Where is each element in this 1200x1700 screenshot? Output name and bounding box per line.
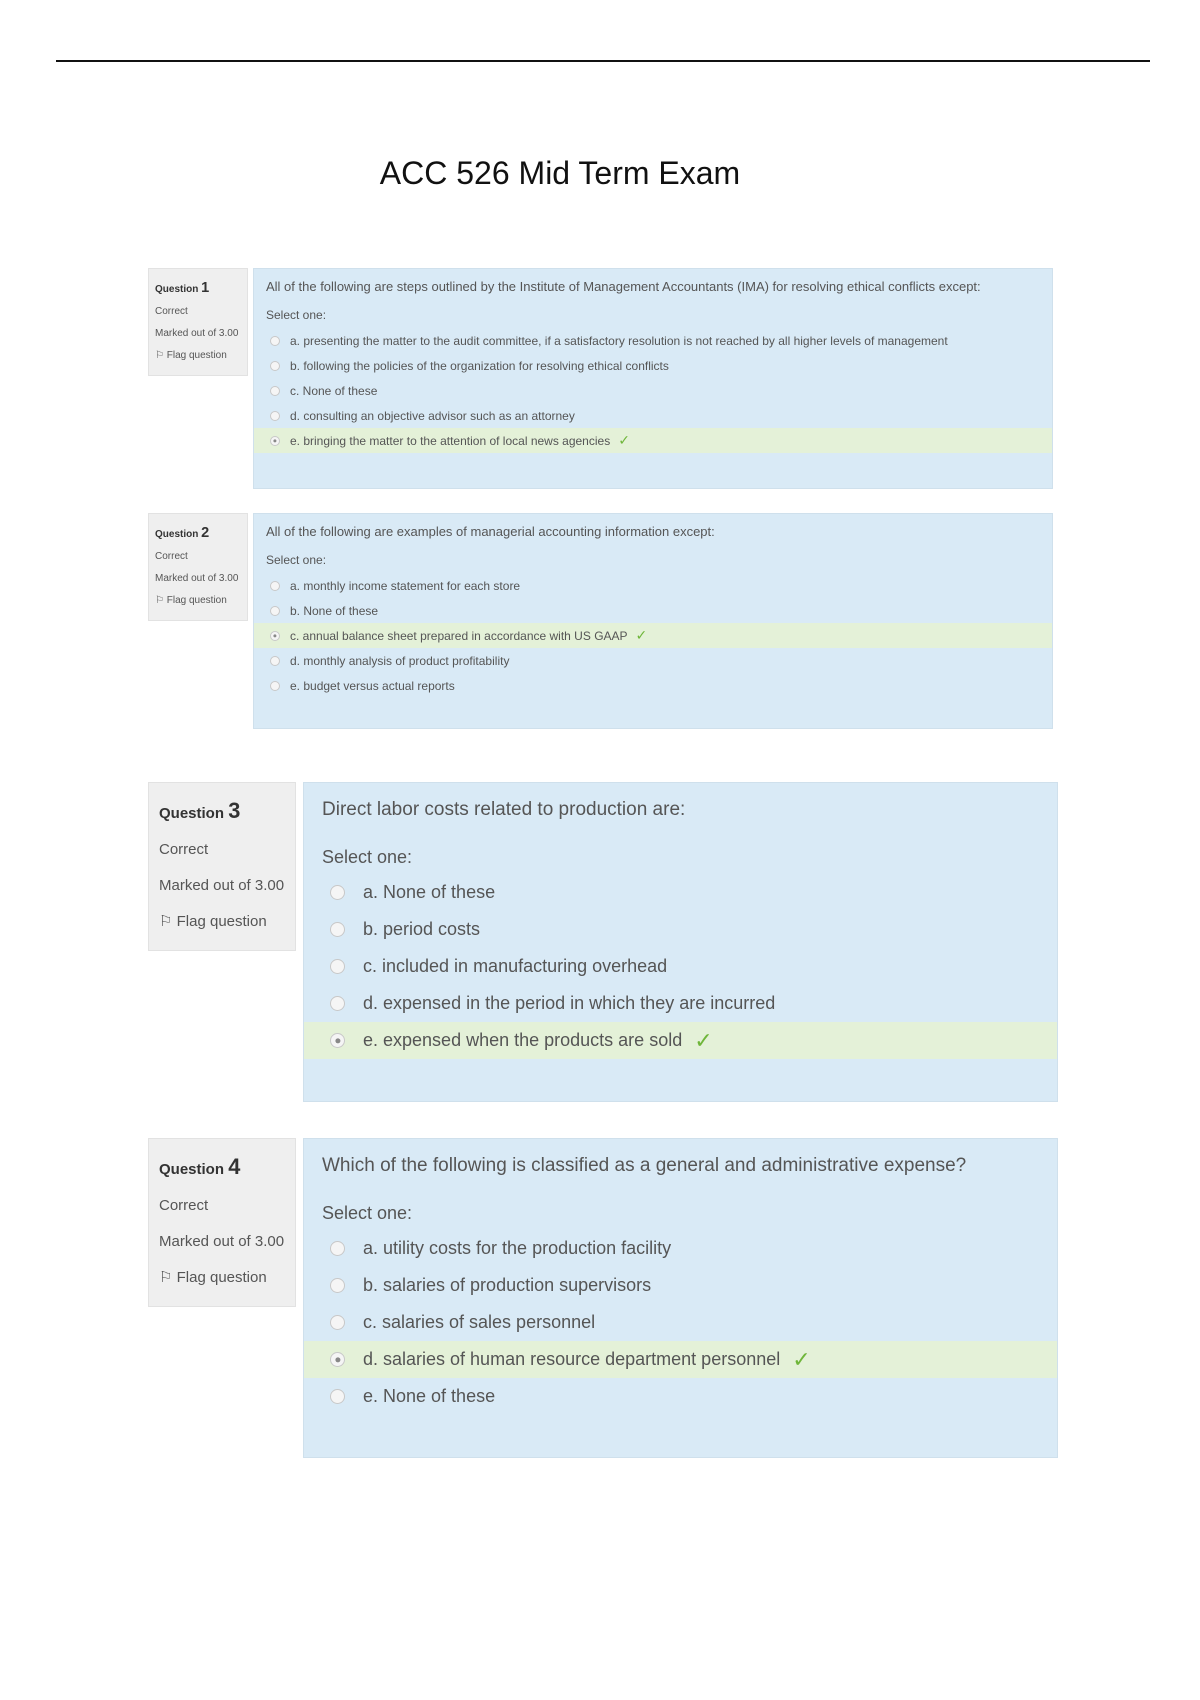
answer-option-b[interactable]: b. None of these bbox=[254, 598, 1052, 623]
radio-button[interactable] bbox=[330, 1278, 345, 1293]
answer-option-d[interactable]: d. salaries of human resource department personnel ✓ bbox=[304, 1341, 1057, 1378]
question-text: Direct labor costs related to production are: bbox=[322, 799, 686, 820]
radio-button[interactable] bbox=[270, 361, 280, 371]
answer-option-d[interactable]: d. monthly analysis of product profitability bbox=[254, 648, 1052, 673]
question-info bbox=[148, 1138, 296, 1307]
answer-option-c[interactable]: c. salaries of sales personnel bbox=[304, 1304, 1057, 1341]
question-text: All of the following are steps outlined by the Institute of Management Accountants (IMA) for resolving ethical conflicts except: bbox=[266, 279, 981, 294]
answer-option-c[interactable]: c. None of these bbox=[254, 378, 1052, 403]
answer-option-a[interactable]: a. None of these bbox=[304, 874, 1057, 911]
flag-icon: ⚐ bbox=[159, 913, 173, 930]
question-content bbox=[303, 1138, 1058, 1458]
question-number: Question 3 bbox=[159, 798, 241, 823]
flag-question-link[interactable]: ⚐ Flag question bbox=[159, 904, 285, 940]
answer-option-a[interactable]: a. presenting the matter to the audit committee, if a satisfactory resolution is not reached by all higher levels of management bbox=[254, 328, 1052, 353]
question-number: Question 2 bbox=[155, 525, 210, 541]
radio-button[interactable] bbox=[270, 656, 280, 666]
question-number: Question 1 bbox=[155, 280, 210, 296]
question-marks: Marked out of 3.00 bbox=[159, 877, 285, 894]
radio-button[interactable] bbox=[270, 606, 280, 616]
radio-button[interactable] bbox=[270, 386, 280, 396]
radio-button[interactable] bbox=[330, 959, 345, 974]
select-one-label: Select one: bbox=[266, 553, 327, 567]
select-one-label: Select one: bbox=[266, 308, 327, 322]
question-text: All of the following are examples of managerial accounting information except: bbox=[266, 524, 715, 539]
radio-button[interactable] bbox=[330, 922, 345, 937]
question-state: Correct bbox=[159, 841, 209, 858]
question-state: Correct bbox=[155, 551, 188, 562]
answer-option-e[interactable]: e. None of these bbox=[304, 1378, 1057, 1415]
answer-option-b[interactable]: b. salaries of production supervisors bbox=[304, 1267, 1057, 1304]
question-number: Question 4 bbox=[159, 1154, 241, 1179]
flag-question-link[interactable]: ⚐ Flag question bbox=[159, 1260, 285, 1296]
answer-option-e[interactable]: e. bringing the matter to the attention of local news agencies ✓ bbox=[254, 428, 1052, 453]
question-marks: Marked out of 3.00 bbox=[159, 1233, 285, 1250]
select-one-label: Select one: bbox=[322, 847, 413, 867]
answer-option-e[interactable]: e. budget versus actual reports bbox=[254, 673, 1052, 698]
question-info bbox=[148, 513, 248, 621]
question-content bbox=[253, 268, 1053, 489]
checkmark-icon: ✓ bbox=[792, 1346, 811, 1372]
doc-title: ACC 526 Mid Term Exam bbox=[379, 155, 741, 191]
radio-button[interactable] bbox=[330, 885, 345, 900]
flag-icon: ⚐ bbox=[155, 350, 164, 361]
radio-button[interactable] bbox=[330, 996, 345, 1011]
answer-option-d[interactable]: d. consulting an objective advisor such as an attorney bbox=[254, 403, 1052, 428]
answer-option-c[interactable]: c. included in manufacturing overhead bbox=[304, 948, 1057, 985]
flag-icon: ⚐ bbox=[159, 1269, 173, 1286]
answer-option-c[interactable]: c. annual balance sheet prepared in accordance with US GAAP ✓ bbox=[254, 623, 1052, 648]
question-marks: Marked out of 3.00 bbox=[155, 328, 239, 339]
question-info bbox=[148, 782, 296, 951]
flag-question-link[interactable]: ⚐ Flag question bbox=[155, 345, 241, 367]
radio-button-selected[interactable] bbox=[330, 1033, 345, 1048]
question-content bbox=[303, 782, 1058, 1102]
radio-button[interactable] bbox=[270, 336, 280, 346]
answer-option-a[interactable]: a. monthly income statement for each store bbox=[254, 573, 1052, 598]
question-state: Correct bbox=[159, 1197, 209, 1214]
answer-option-e[interactable]: e. expensed when the products are sold ✓ bbox=[304, 1022, 1057, 1059]
question-content bbox=[253, 513, 1053, 729]
radio-button[interactable] bbox=[270, 581, 280, 591]
question-marks: Marked out of 3.00 bbox=[155, 573, 239, 584]
question-text: Which of the following is classified as a general and administrative expense? bbox=[322, 1155, 967, 1176]
top-rule bbox=[56, 60, 1150, 62]
answer-option-b[interactable]: b. following the policies of the organization for resolving ethical conflicts bbox=[254, 353, 1052, 378]
question-state: Correct bbox=[155, 306, 188, 317]
flag-icon: ⚐ bbox=[155, 595, 164, 606]
radio-button[interactable] bbox=[330, 1241, 345, 1256]
answer-option-b[interactable]: b. period costs bbox=[304, 911, 1057, 948]
radio-button[interactable] bbox=[330, 1315, 345, 1330]
select-one-label: Select one: bbox=[322, 1203, 413, 1223]
answer-option-a[interactable]: a. utility costs for the production facility bbox=[304, 1230, 1057, 1267]
checkmark-icon: ✓ bbox=[618, 432, 630, 448]
answer-option-d[interactable]: d. expensed in the period in which they are incurred bbox=[304, 985, 1057, 1022]
flag-question-link[interactable]: ⚐ Flag question bbox=[155, 590, 241, 612]
checkmark-icon: ✓ bbox=[635, 627, 648, 643]
radio-button-selected[interactable] bbox=[270, 436, 280, 446]
question-info bbox=[148, 268, 248, 376]
radio-button[interactable] bbox=[270, 411, 280, 421]
radio-button-selected[interactable] bbox=[270, 631, 280, 641]
checkmark-icon: ✓ bbox=[694, 1027, 713, 1053]
radio-button-selected[interactable] bbox=[330, 1352, 345, 1367]
radio-button[interactable] bbox=[270, 681, 280, 691]
radio-button[interactable] bbox=[330, 1389, 345, 1404]
